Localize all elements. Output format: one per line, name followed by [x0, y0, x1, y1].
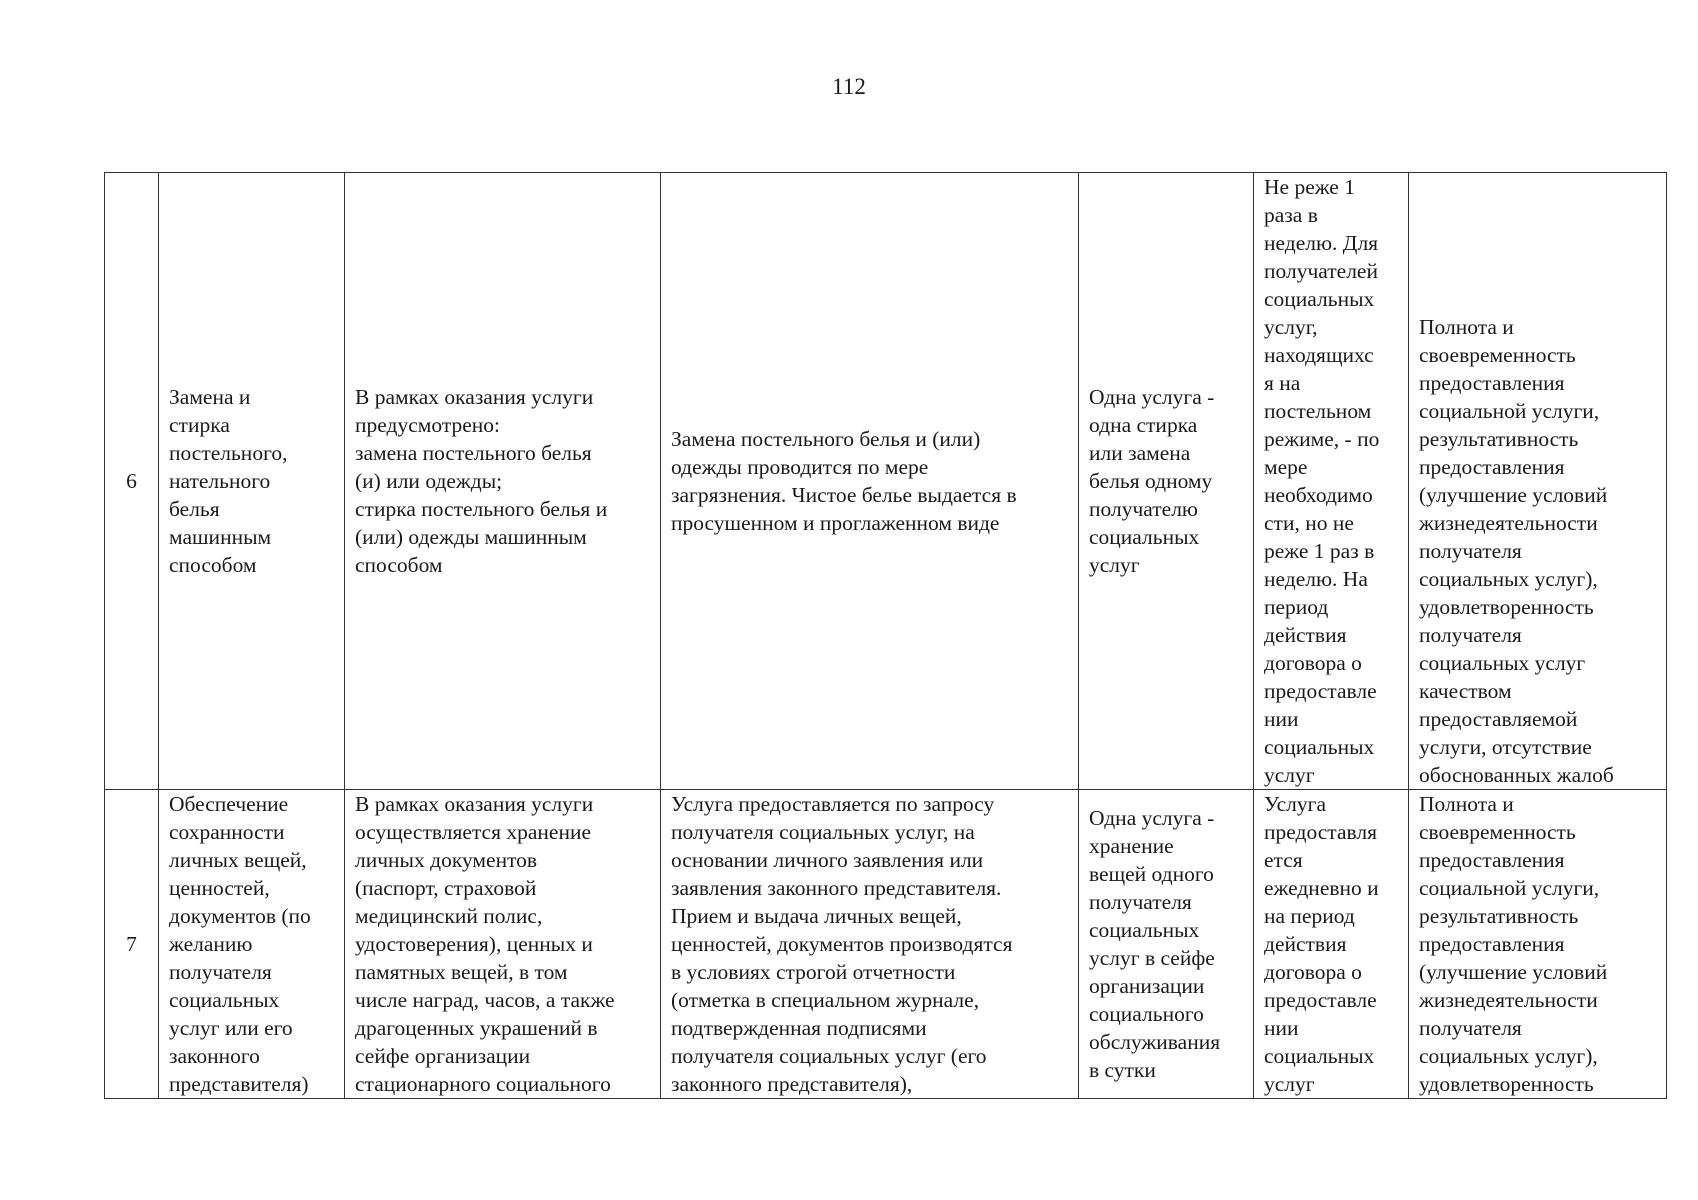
- service-conditions-cell: Замена постельного белья и (или) одежды проводится по мере загрязнения. Чистое белье выдается в просушенном и проглаженном виде: [661, 173, 1079, 790]
- table-row: [105, 173, 1667, 790]
- page-number: 112: [832, 74, 866, 99]
- services-table: [104, 172, 1667, 1099]
- service-period-cell: Не реже 1 раза в неделю. Для получателей социальных услуг, находящихс я на постельном режиме, - по мере необходимо сти, но не реже 1 раз в неделю. На период действия договора о предоставле нии социальных услуг: [1254, 173, 1409, 790]
- service-unit-cell: Одна услуга - хранение вещей одного получателя социальных услуг в сейфе организации социального обслуживания в сутки: [1079, 790, 1254, 1099]
- service-conditions-cell: Услуга предоставляется по запросу получателя социальных услуг, на основании личного заявления или заявления законного представителя. Прием и выдача личных вещей, ценностей, документов производятся в условиях строгой отчетности (отметка в специальном журнале, подтвержденная подписями получателя социальных услуг (его законного представителя),: [661, 790, 1079, 1099]
- service-name-cell: Обеспечение сохранности личных вещей, ценностей, документов (по желанию получателя социальных услуг или его законного представителя): [159, 790, 345, 1099]
- row-number: 7: [105, 790, 159, 1099]
- service-name-cell: Замена и стирка постельного, нательного белья машинным способом: [159, 173, 345, 790]
- row-number: 6: [105, 173, 159, 790]
- service-unit-cell: Одна услуга - одна стирка или замена белья одному получателю социальных услуг: [1079, 173, 1254, 790]
- service-quality-cell: Полнота и своевременность предоставления социальной услуги, результативность предоставления (улучшение условий жизнедеятельности получателя социальных услуг), удовлетворенность: [1409, 790, 1667, 1099]
- table-row: [105, 790, 1667, 1099]
- service-content-cell: В рамках оказания услуги предусмотрено: замена постельного белья (и) или одежды; стирка постельного белья и (или) одежды машинным способом: [345, 173, 661, 790]
- service-quality-cell: Полнота и своевременность предоставления социальной услуги, результативность предоставления (улучшение условий жизнедеятельности получателя социальных услуг), удовлетворенность получателя социальных услуг качеством предоставляемой услуги, отсутствие обоснованных жалоб: [1409, 173, 1667, 790]
- service-content-cell: В рамках оказания услуги осуществляется хранение личных документов (паспорт, страховой медицинский полис, удостоверения), ценных и памятных вещей, в том числе наград, часов, а также драгоценных украшений в сейфе организации стационарного социального: [345, 790, 661, 1099]
- service-period-cell: Услуга предоставля ется ежедневно и на период действия договора о предоставле нии социальных услуг: [1254, 790, 1409, 1099]
